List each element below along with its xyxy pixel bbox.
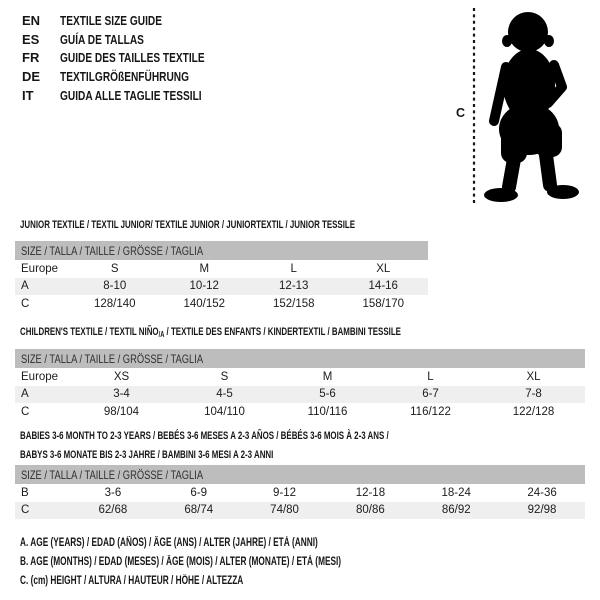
size-cell: XS: [113, 370, 130, 383]
age-cell: 6-7: [422, 388, 439, 401]
age-cell: 8-10: [103, 280, 127, 293]
size-cell: XL: [526, 370, 541, 383]
height-cell: 86/92: [441, 504, 471, 517]
row-label: B: [21, 486, 29, 499]
age-cell: 9-12: [273, 486, 297, 499]
children-size-table: [15, 349, 585, 421]
legend-footnotes: [20, 533, 466, 591]
height-cell: 128/140: [93, 297, 136, 310]
table-row-height: [15, 295, 428, 313]
language-row: [22, 11, 245, 30]
row-label: A: [21, 388, 29, 401]
size-cell: L: [290, 262, 297, 275]
row-label: C: [21, 297, 30, 310]
nino-a-subscript: /A: [158, 330, 165, 339]
table-row-europe: [15, 260, 428, 278]
footnote-age-months: B. AGE (MONTHS) / EDAD (MESES) / ÂGE (MOIS) / ALTER (MONATE) / ETÀ (MESI): [20, 555, 342, 568]
age-cell: 7-8: [525, 388, 542, 401]
footnote-height: C. (cm) HEIGHT / ALTURA / HAUTEUR / HÖHE / ALTEZZA: [20, 574, 244, 587]
height-cell: 98/104: [103, 405, 140, 418]
language-code: DE: [22, 68, 41, 84]
age-cell: 10-12: [189, 280, 219, 293]
size-cell: XL: [376, 262, 391, 275]
table-row-europe: [15, 368, 585, 386]
height-cell: 122/128: [512, 405, 555, 418]
footnote-age-years: A. AGE (YEARS) / EDAD (AÑOS) / ÂGE (ANS) / ALTER (JAHRE) / ETÀ (ANNI): [20, 536, 318, 549]
children-table-title: CHILDREN'S TEXTILE / TEXTIL NIÑO/A / TEXTILE DES ENFANTS / KINDERTEXTIL / BAMBINI TESSILE: [20, 326, 401, 339]
language-title: TEXTILE SIZE GUIDE: [60, 12, 162, 28]
size-header-bar: [15, 241, 428, 260]
height-cell: 158/170: [362, 297, 405, 310]
size-cell: M: [199, 262, 210, 275]
age-cell: 24-36: [527, 486, 557, 499]
height-cell: 92/98: [527, 504, 557, 517]
toddler-silhouette-image: [478, 5, 593, 210]
height-cell: 74/80: [270, 504, 299, 517]
language-title: TEXTILGRÖßENFÜHRUNG: [60, 68, 190, 84]
height-cell: 152/158: [272, 297, 315, 310]
size-header-label: SIZE / TALLA / TAILLE / GRÖSSE / TAGLIA: [21, 351, 204, 366]
table-row-height: [15, 403, 585, 421]
height-measure-label: C: [456, 106, 466, 120]
table-row-age-months: [15, 484, 585, 502]
height-cell: 68/74: [184, 504, 214, 517]
age-cell: 12-13: [279, 280, 309, 293]
height-cell: 110/116: [307, 405, 348, 418]
height-cell: 80/86: [356, 504, 385, 517]
language-title-block: [22, 11, 245, 104]
language-code: ES: [22, 31, 40, 47]
age-cell: 5-6: [319, 388, 336, 401]
size-header-bar: [15, 465, 585, 484]
size-header-label: SIZE / TALLA / TAILLE / GRÖSSE / TAGLIA: [21, 467, 204, 482]
row-label: Europe: [21, 262, 59, 275]
language-code: EN: [22, 12, 41, 28]
junior-size-table: [15, 241, 428, 313]
language-row: [22, 67, 245, 86]
age-cell: 12-18: [355, 486, 386, 499]
language-title: GUÍA DE TALLAS: [60, 31, 144, 47]
age-cell: 3-4: [113, 388, 130, 401]
language-row: [22, 86, 245, 105]
language-code: IT: [22, 87, 34, 103]
height-cell: 104/110: [204, 405, 245, 418]
language-title: GUIDA ALLE TAGLIE TESSILI: [60, 87, 202, 103]
row-label: C: [21, 504, 30, 517]
age-cell: 6-9: [190, 486, 208, 499]
babies-size-table: [15, 465, 585, 519]
size-cell: L: [427, 370, 434, 383]
table-row-age: [15, 278, 428, 296]
language-code: FR: [22, 50, 40, 66]
table-row-height: [15, 502, 585, 520]
height-cell: 140/152: [183, 297, 226, 310]
row-label: Europe: [21, 370, 59, 383]
babies-table-title: BABIES 3-6 MONTH TO 2-3 YEARS / BEBÉS 3-6 MESES A 2-3 AÑOS / BÉBÉS 3-6 MOIS À 2-3 ANS / BABYS 3-6 MONATE BIS 2-3 JAHRE / BAMBINI 3-6 MESI A 2-3 ANNI: [20, 430, 389, 461]
language-row: [22, 30, 245, 49]
junior-table-title: JUNIOR TEXTILE / TEXTIL JUNIOR/ TEXTILE JUNIOR / JUNIORTEXTIL / JUNIOR TESSILE: [20, 219, 356, 231]
age-cell: 4-5: [216, 388, 233, 401]
size-cell: S: [220, 370, 229, 383]
height-cell: 116/122: [410, 405, 451, 418]
size-cell: S: [110, 262, 119, 275]
size-cell: M: [322, 370, 333, 383]
language-title: GUIDE DES TAILLES TEXTILE: [60, 50, 205, 66]
height-cell: 62/68: [98, 504, 128, 517]
age-cell: 3-6: [104, 486, 122, 499]
language-row: [22, 48, 245, 67]
table-row-age: [15, 386, 585, 404]
size-header-label: SIZE / TALLA / TAILLE / GRÖSSE / TAGLIA: [21, 243, 204, 258]
row-label: C: [21, 405, 30, 418]
size-header-bar: [15, 349, 585, 368]
age-cell: 14-16: [368, 280, 398, 293]
row-label: A: [21, 280, 29, 293]
height-measure-line: [472, 8, 476, 205]
age-cell: 18-24: [441, 486, 471, 499]
